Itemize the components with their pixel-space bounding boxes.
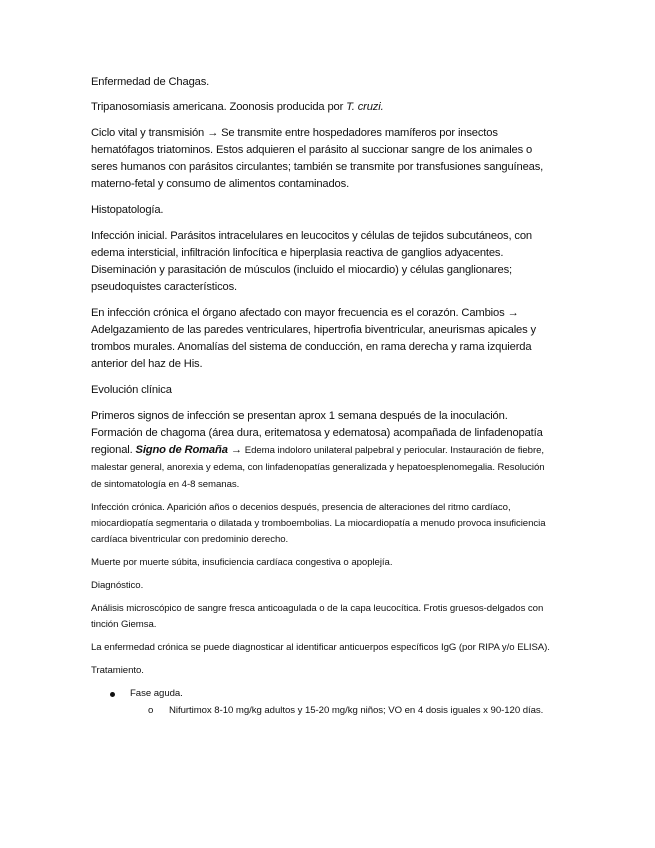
signo-romana: Signo de Romaña — [135, 444, 228, 456]
species-name: T. cruzi. — [346, 101, 384, 113]
intro-paragraph — [91, 99, 553, 116]
analisis-paragraph: Análisis microscópico de sangre fresca anticoagulada o de la capa leucocítica. Frotis gruesos-delgados con tinción Giemsa. — [91, 603, 544, 630]
sub-list-item-nifurtimox — [91, 703, 553, 719]
document-title: Enfermedad de Chagas. — [91, 76, 210, 88]
diagnostico-heading: Diagnóstico. — [91, 580, 144, 591]
intro-text: Tripanosomiasis americana. Zoonosis producida por — [91, 101, 347, 113]
infeccion-cronica-organo-paragraph: En infección crónica el órgano afectado con mayor frecuencia es el corazón. Cambios → Adelgazamiento de las paredes ventriculares, hipertrofia biventricular, aneurismas apicales y trombos murales. Anomalías del sistema de conducción, en rama derecha y rama izquierda anterior del haz de His. — [91, 307, 536, 370]
nifurtimox-text: Nifurtimox 8-10 mg/kg adultos y 15-20 mg/kg niños; VO en 4 dosis iguales x 90-120 días. — [169, 705, 544, 716]
enfermedad-cronica-paragraph: La enfermedad crónica se puede diagnosticar al identificar anticuerpos específicos IgG (por RIPA y/o ELISA). — [91, 642, 550, 653]
document-body — [91, 74, 553, 719]
evolucion-heading: Evolución clínica — [91, 384, 172, 396]
histopatologia-heading: Histopatología. — [91, 204, 164, 216]
list-item-fase-aguda — [91, 686, 553, 702]
romana-description: Edema indoloro unilateral palpebral y periocular. Instauración de fiebre, malestar general, anorexia y edema, con linfadenopatías generalizada y hepatoesplenomegalia. Resolución de sintomatología en 4-8 semanas. — [91, 445, 545, 490]
primeros-signos-paragraph — [91, 408, 553, 493]
fase-aguda-label: Fase aguda. — [130, 688, 183, 699]
infeccion-inicial-paragraph: Infección inicial. Parásitos intracelulares en leucocitos y células de tejidos subcutáneos, con edema intersticial, infiltración linfocítica e hiperplasia reactiva de ganglios adyacentes. Diseminación y parasitación de músculos (incluido el miocardio) y células ganglionares; pseudoquistes característicos. — [91, 230, 532, 293]
tratamiento-heading: Tratamiento. — [91, 665, 144, 676]
muerte-paragraph: Muerte por muerte súbita, insuficiencia cardíaca congestiva o apoplejía. — [91, 557, 393, 568]
primeros-signos-text: Primeros signos de infección se presentan aprox 1 semana después de la inoculación. Formación de chagoma (área dura, eritematosa y edematosa) acompañada de linfadenopatía regional. — [91, 410, 543, 456]
sub-bullet-icon: o — [148, 705, 154, 716]
ciclo-paragraph: Ciclo vital y transmisión → Se transmite entre hospedadores mamíferos por insectos hematófagos triatominos. Estos adquieren el parásito al succionar sangre de los animales o seres humanos con parásitos circulantes; también se transmite por transfusiones sanguíneas, materno-fetal y consumo de alimentos contaminados. — [91, 127, 544, 190]
infeccion-cronica-paragraph: Infección crónica. Aparición años o decenios después, presencia de alteraciones del ritmo cardíaco, miocardiopatía segmentaria o dilatada y tromboembolias. La miocardiopatía a menudo provoca insuficiencia cardíaca biventricular con predominio derecho. — [91, 502, 546, 545]
bullet-icon — [110, 692, 115, 697]
arrow-symbol: → — [227, 444, 245, 456]
